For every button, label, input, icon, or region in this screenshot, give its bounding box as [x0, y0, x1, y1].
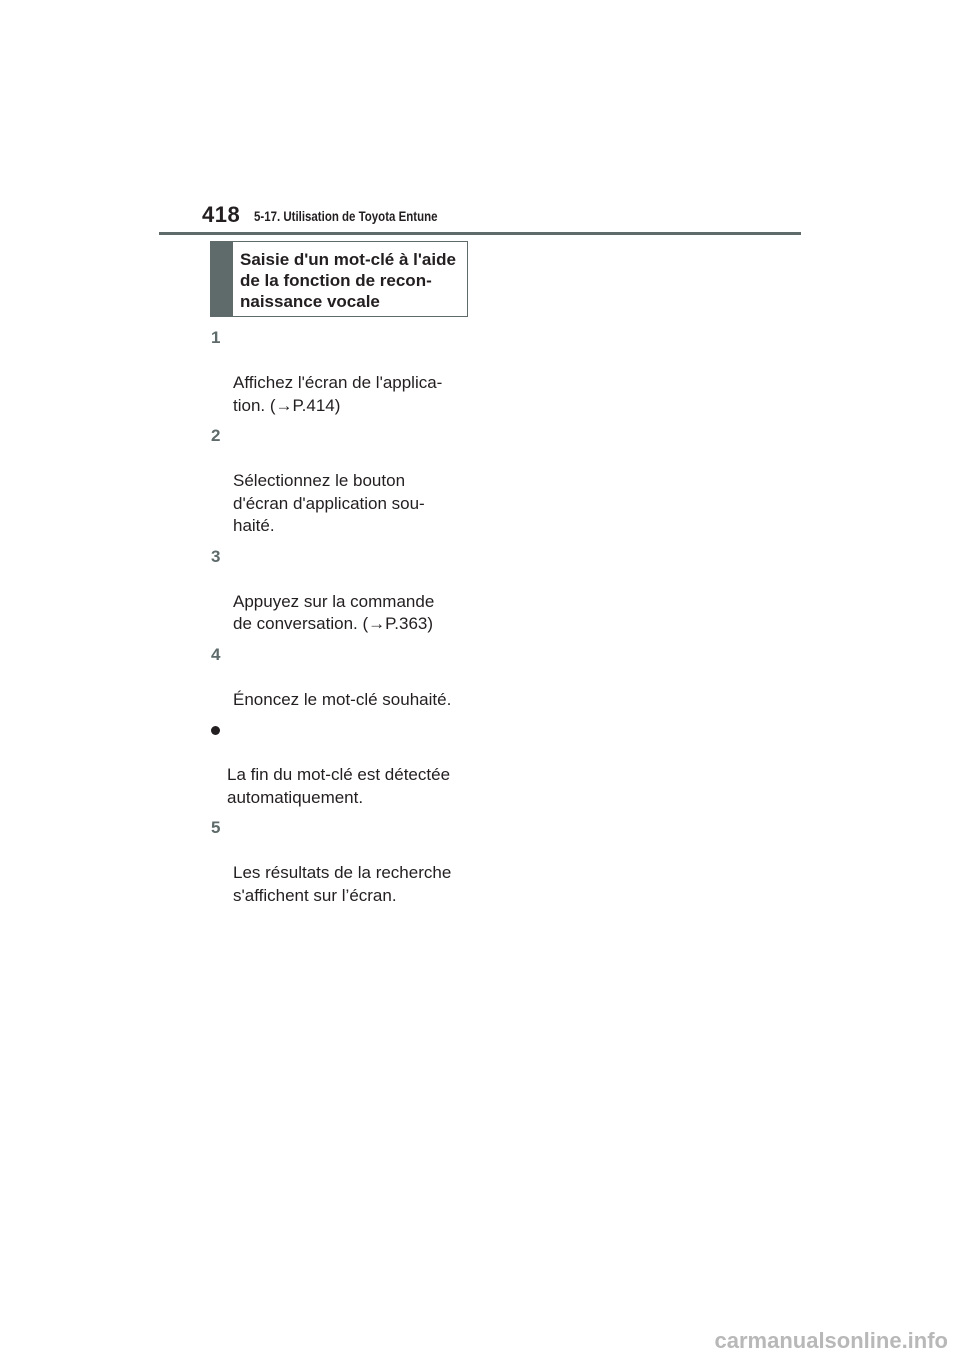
step-number: 5 [211, 818, 221, 837]
step-3 [211, 546, 481, 636]
heading-accent-bar [211, 242, 233, 316]
step-2 [211, 425, 481, 538]
subsection-heading: Saisie d'un mot-clé à l'aide de la fonction de recon- naissance vocale [240, 250, 456, 311]
step-text: Appuyez sur la commande de conversation. (→P.363) [233, 591, 435, 633]
step-number: 4 [211, 644, 221, 664]
step-text: Affichez l'écran de l'applica- tion. (→P.414) [233, 373, 443, 415]
header-divider [159, 232, 801, 235]
step-text: Énoncez le mot-clé souhaité. [233, 689, 452, 709]
bullet-dot-icon [211, 726, 220, 735]
step-number: 3 [211, 546, 221, 566]
step-4 [211, 644, 481, 712]
procedure-steps [211, 327, 481, 915]
subsection-heading-box [210, 241, 468, 317]
section-title: 5-17. Utilisation de Toyota Entune [254, 208, 438, 224]
page-number: 418 [202, 202, 241, 227]
site-watermark: carmanualsonline.info [714, 1328, 948, 1353]
bullet-text: La fin du mot-clé est détectée automatiquement. [227, 765, 451, 807]
step-text: Sélectionnez le bouton d'écran d'application sou- haité. [233, 471, 425, 535]
step-1 [211, 327, 481, 417]
step-text: Les résultats de la recherche s'affichent sur l’écran. [233, 863, 452, 905]
step-number: 2 [211, 426, 221, 445]
bullet-note [195, 719, 481, 809]
step-5 [211, 817, 481, 907]
step-number: 1 [211, 328, 221, 347]
